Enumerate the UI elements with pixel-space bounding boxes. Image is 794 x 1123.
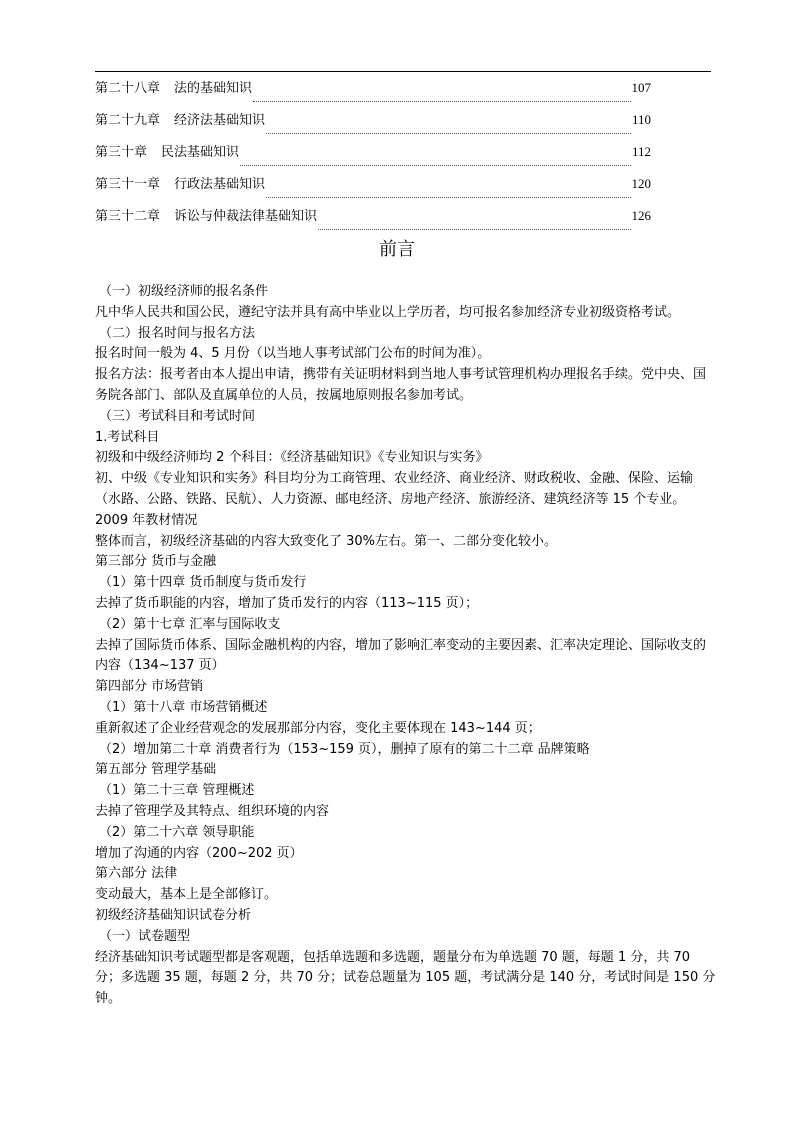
paragraph: 经济基础知识考试题型都是客观题，包括单选题和多选题，题量分布为单选题 70 题，每题 1 分，共 70 分；多选题 35 题，每题 2 分，共 70 分；试卷总题量为 105 题，考试满分是 140 分，考试时间是 150 分钟。 <box>95 949 716 1007</box>
subsection-heading: 2009 年教材情况 <box>95 512 198 528</box>
paragraph: 去掉了国际货币体系、国际金融机构的内容，增加了影响汇率变动的主要因素、汇率决定理论、国际收支的内容（134~137 页） <box>95 637 707 674</box>
section-heading: （一）试卷题型 <box>99 928 191 944</box>
chapter-heading: （1）第十四章 货币制度与货币发行 <box>99 575 307 591</box>
toc-page-number: 126 <box>631 208 651 223</box>
toc-entry[interactable] <box>95 74 651 106</box>
toc-dot-leader <box>318 229 630 230</box>
paragraph: 去掉了管理学及其特点、组织环境的内容 <box>95 803 330 819</box>
toc-chapter-number: 第三十二章 <box>95 209 161 224</box>
toc-chapter-number: 第三十一章 <box>95 177 161 192</box>
part-heading: 第五部分 管理学基础 <box>95 762 217 778</box>
paragraph: 增加了沟通的内容（200~202 页） <box>95 845 303 861</box>
toc-entry[interactable] <box>95 202 651 234</box>
toc-chapter-title: 民法基础知识 <box>161 145 240 160</box>
chapter-heading: （1）第二十三章 管理概述 <box>99 783 255 799</box>
toc-page-number: 107 <box>631 80 651 95</box>
table-of-contents <box>95 74 651 234</box>
paragraph: 去掉了货币职能的内容，增加了货币发行的内容（113~115 页）； <box>95 595 479 611</box>
paragraph: 凡中华人民共和国公民，遵纪守法并具有高中毕业以上学历者，均可报名参加经济专业初级资格考试。 <box>95 304 681 320</box>
subsection-heading: 初级经济基础知识试卷分析 <box>95 907 252 923</box>
toc-chapter-title: 法的基础知识 <box>174 81 253 96</box>
paragraph: 变动最大，基本上是全部修订。 <box>95 887 278 903</box>
toc-dot-leader <box>266 133 631 134</box>
paragraph: 报名方法：报考者由本人提出申请，携带有关证明材料到当地人事考试管理机构办理报名手续。党中央、国务院各部门、部队及直属单位的人员，按属地原则报名参加考试。 <box>95 367 707 403</box>
paragraph: 初级和中级经济师均 2 个科目：《经济基础知识》《专业知识与实务》 <box>95 450 489 466</box>
chapter-heading: （2）第十七章 汇率与国际收支 <box>99 616 281 632</box>
section-heading: （二）报名时间与报名方法 <box>99 325 256 341</box>
paragraph: 初、中级《专业知识和实务》科目均分为工商管理、农业经济、商业经济、财政税收、金融、保险、运输（水路、公路、铁路、民航）、人力资源、邮电经济、房地产经济、旅游经济、建筑经济等 15 个专业。 <box>95 471 694 507</box>
toc-chapter-title: 经济法基础知识 <box>174 113 266 128</box>
header-rule <box>95 71 711 72</box>
section-heading: （三）考试科目和考试时间 <box>99 408 256 424</box>
toc-chapter-title: 诉讼与仲裁法律基础知识 <box>174 209 318 224</box>
preface-title: 前言 <box>379 239 415 260</box>
toc-dot-leader <box>240 165 631 166</box>
toc-dot-leader <box>266 197 630 198</box>
part-heading: 第四部分 市场营销 <box>95 679 204 695</box>
toc-entry[interactable] <box>95 138 651 170</box>
toc-page-number: 112 <box>631 144 651 159</box>
chapter-heading: （2）增加第二十章 消费者行为（153~159 页），删掉了原有的第二十二章 品牌策略 <box>99 741 590 757</box>
toc-chapter-title: 行政法基础知识 <box>174 177 266 192</box>
toc-chapter-number: 第二十八章 <box>95 81 161 96</box>
toc-entry[interactable] <box>95 170 651 202</box>
part-heading: 第三部分 货币与金融 <box>95 554 217 570</box>
chapter-heading: （1）第十八章 市场营销概述 <box>99 699 268 715</box>
toc-page-number: 110 <box>631 112 651 127</box>
preface-body <box>95 282 717 1010</box>
subsection-heading: 1.考试科目 <box>95 429 160 445</box>
section-heading: （一）初级经济师的报名条件 <box>99 284 269 299</box>
paragraph: 重新叙述了企业经营观念的发展那部分内容，变化主要体现在 143~144 页； <box>95 720 541 736</box>
paragraph: 整体而言，初级经济基础的内容大致变化了 30%左右。第一、二部分变化较小。 <box>95 533 558 549</box>
chapter-heading: （2）第二十六章 领导职能 <box>99 824 255 840</box>
part-heading: 第六部分 法律 <box>95 866 178 882</box>
toc-page-number: 120 <box>631 176 651 191</box>
paragraph: 报名时间一般为 4、5 月份（以当地人事考试部门公布的时间为准）。 <box>95 346 491 362</box>
toc-chapter-number: 第三十章 <box>95 145 148 160</box>
toc-chapter-number: 第二十九章 <box>95 113 161 128</box>
toc-dot-leader <box>253 101 630 102</box>
toc-entry[interactable] <box>95 106 651 138</box>
